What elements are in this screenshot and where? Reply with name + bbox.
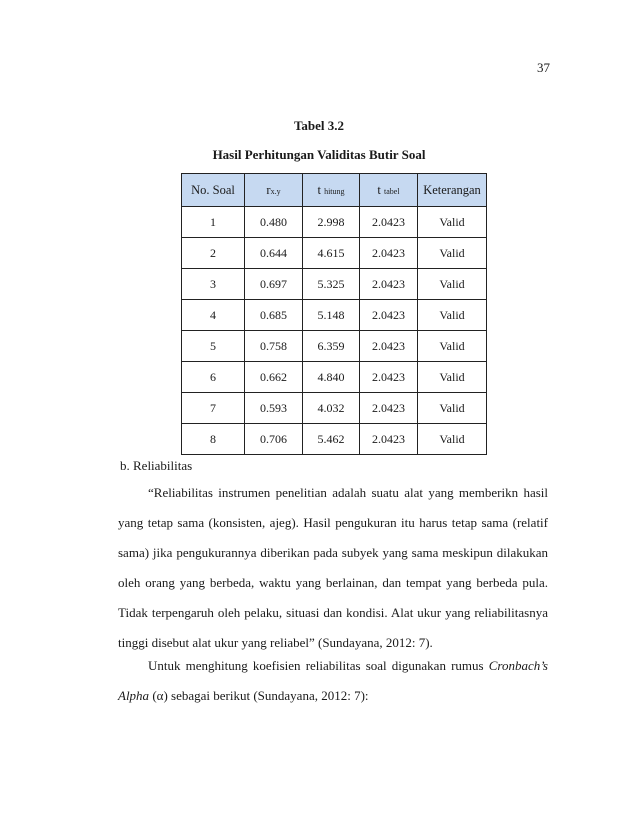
header-no-soal: No. Soal	[182, 174, 245, 207]
table-row	[182, 207, 487, 238]
header-t-tabel-main: t	[377, 182, 381, 197]
header-rxy	[245, 174, 303, 207]
alpha-symbol: (α)	[149, 688, 168, 703]
reliability-definition-paragraph: “Reliabilitas instrumen penelitian adalah suatu alat yang memberikn hasil yang tetap sama (konsisten, ajeg). Hasil pengukuran itu harus tetap sama (relatif sama) jika pengukurannya diberikan pada subyek yang sama meskipun dilakukan oleh orang yang berbeda, waktu yang berlainan, dan tempat yang berbeda pula. Tidak terpengaruh oleh pelaku, situasi dan kondisi. Alat ukur yang reliabilitasnya tinggi disebut alat ukur yang reliabel” (Sundayana, 2012: 7).	[118, 485, 548, 650]
cell-rxy: 0.662	[245, 362, 303, 393]
table-row	[182, 362, 487, 393]
cell-t-hitung: 4.032	[303, 393, 360, 424]
cronbach-alpha-term: Cronbach’s Alpha	[118, 658, 548, 703]
paragraph-text-start: Untuk menghitung koefisien reliabilitas soal digunakan rumus	[148, 658, 489, 673]
header-rxy-sub: x.y	[270, 186, 281, 196]
cell-t-hitung: 5.325	[303, 269, 360, 300]
paragraph-text-end: sebagai berikut (Sundayana, 2012: 7):	[167, 688, 369, 703]
cell-rxy: 0.480	[245, 207, 303, 238]
header-t-hitung-main: t	[317, 182, 321, 197]
cell-no: 4	[182, 300, 245, 331]
cell-rxy: 0.758	[245, 331, 303, 362]
cell-rxy: 0.593	[245, 393, 303, 424]
cell-no: 5	[182, 331, 245, 362]
cell-keterangan: Valid	[418, 269, 487, 300]
cell-keterangan: Valid	[418, 238, 487, 269]
cell-t-tabel: 2.0423	[360, 393, 418, 424]
section-heading: b. Reliabilitas	[120, 458, 193, 473]
cell-rxy: 0.644	[245, 238, 303, 269]
table-row	[182, 424, 487, 455]
cell-t-tabel: 2.0423	[360, 238, 418, 269]
table-row	[182, 300, 487, 331]
validity-table	[181, 173, 487, 455]
table-title: Tabel 3.2	[293, 118, 345, 133]
cell-keterangan: Valid	[418, 393, 487, 424]
cell-rxy: 0.685	[245, 300, 303, 331]
cell-rxy: 0.706	[245, 424, 303, 455]
header-t-tabel-sub: tabel	[384, 186, 400, 196]
cell-t-tabel: 2.0423	[360, 331, 418, 362]
cell-t-hitung: 4.615	[303, 238, 360, 269]
page-number: 37	[537, 60, 550, 75]
cell-keterangan: Valid	[418, 207, 487, 238]
table-row	[182, 269, 487, 300]
cell-t-tabel: 2.0423	[360, 424, 418, 455]
cell-t-hitung: 2.998	[303, 207, 360, 238]
header-keterangan: Keterangan	[418, 174, 487, 207]
table-row	[182, 331, 487, 362]
cell-no: 7	[182, 393, 245, 424]
cell-no: 6	[182, 362, 245, 393]
table-subtitle: Hasil Perhitungan Validitas Butir Soal	[212, 147, 426, 162]
cell-t-tabel: 2.0423	[360, 269, 418, 300]
cell-t-tabel: 2.0423	[360, 362, 418, 393]
cell-t-tabel: 2.0423	[360, 207, 418, 238]
cell-no: 2	[182, 238, 245, 269]
cell-keterangan: Valid	[418, 331, 487, 362]
cell-t-hitung: 5.148	[303, 300, 360, 331]
cell-t-hitung: 5.462	[303, 424, 360, 455]
cell-no: 3	[182, 269, 245, 300]
table-row	[182, 393, 487, 424]
cell-keterangan: Valid	[418, 424, 487, 455]
header-t-tabel	[360, 174, 418, 207]
table-row	[182, 238, 487, 269]
table-header-row	[182, 174, 487, 207]
header-rxy-main: r	[266, 182, 271, 197]
cell-no: 1	[182, 207, 245, 238]
cell-no: 8	[182, 424, 245, 455]
cell-t-hitung: 4.840	[303, 362, 360, 393]
cell-rxy: 0.697	[245, 269, 303, 300]
cronbach-alpha-paragraph	[118, 651, 548, 711]
header-t-hitung	[303, 174, 360, 207]
cell-keterangan: Valid	[418, 300, 487, 331]
cell-t-hitung: 6.359	[303, 331, 360, 362]
cell-t-tabel: 2.0423	[360, 300, 418, 331]
header-t-hitung-sub: hitung	[324, 186, 345, 196]
cell-keterangan: Valid	[418, 362, 487, 393]
